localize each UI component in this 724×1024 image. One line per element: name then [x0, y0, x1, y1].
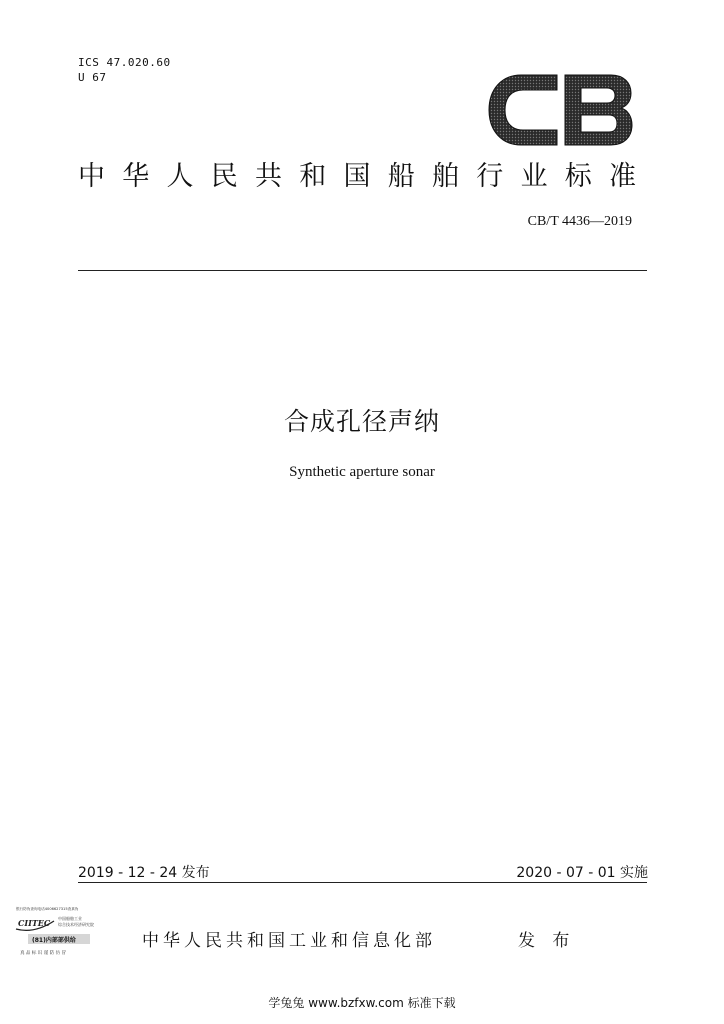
- classification-codes: [78, 55, 171, 85]
- ccs-code: U 67: [78, 71, 107, 84]
- footer-watermark: 学兔兔 www.bzfxw.com 标准下载: [268, 996, 456, 1010]
- publish-date: 2019 - 12 - 24 发布: [78, 865, 210, 881]
- cb-logo: [487, 73, 633, 147]
- stamp-line6: 真 品 标 识 谨 防 仿 冒: [20, 951, 67, 956]
- stamp-line2: CIITEC: [18, 918, 51, 928]
- title-chinese: 合成孔径声纳: [283, 407, 440, 436]
- implement-date: 2020 - 07 - 01 实施: [516, 865, 648, 881]
- top-divider: [78, 270, 647, 271]
- issue-label: 发 布: [518, 931, 576, 951]
- stamp-line3: 中国船舶工业: [58, 916, 82, 921]
- anti-counterfeit-stamp: [14, 904, 118, 960]
- stamp-line5: (81)内部部供给: [32, 937, 76, 944]
- title-english: Synthetic aperture sonar: [289, 464, 435, 480]
- logo-letter-b: [565, 75, 632, 145]
- standard-category: 中华人民共和国船舶行业标准: [78, 161, 636, 192]
- issuing-authority: 中华人民共和国工业和信息化部: [142, 931, 436, 951]
- stamp-line4: 综合技术经济研究院: [58, 922, 94, 927]
- standard-number: CB/T 4436—2019: [527, 214, 632, 229]
- ics-code: ICS 47.020.60: [78, 56, 171, 69]
- stamp-line1: 银行防伪查询电话4006627315查真伪: [16, 907, 79, 911]
- bottom-divider: [78, 882, 647, 883]
- logo-letter-c: [489, 75, 557, 145]
